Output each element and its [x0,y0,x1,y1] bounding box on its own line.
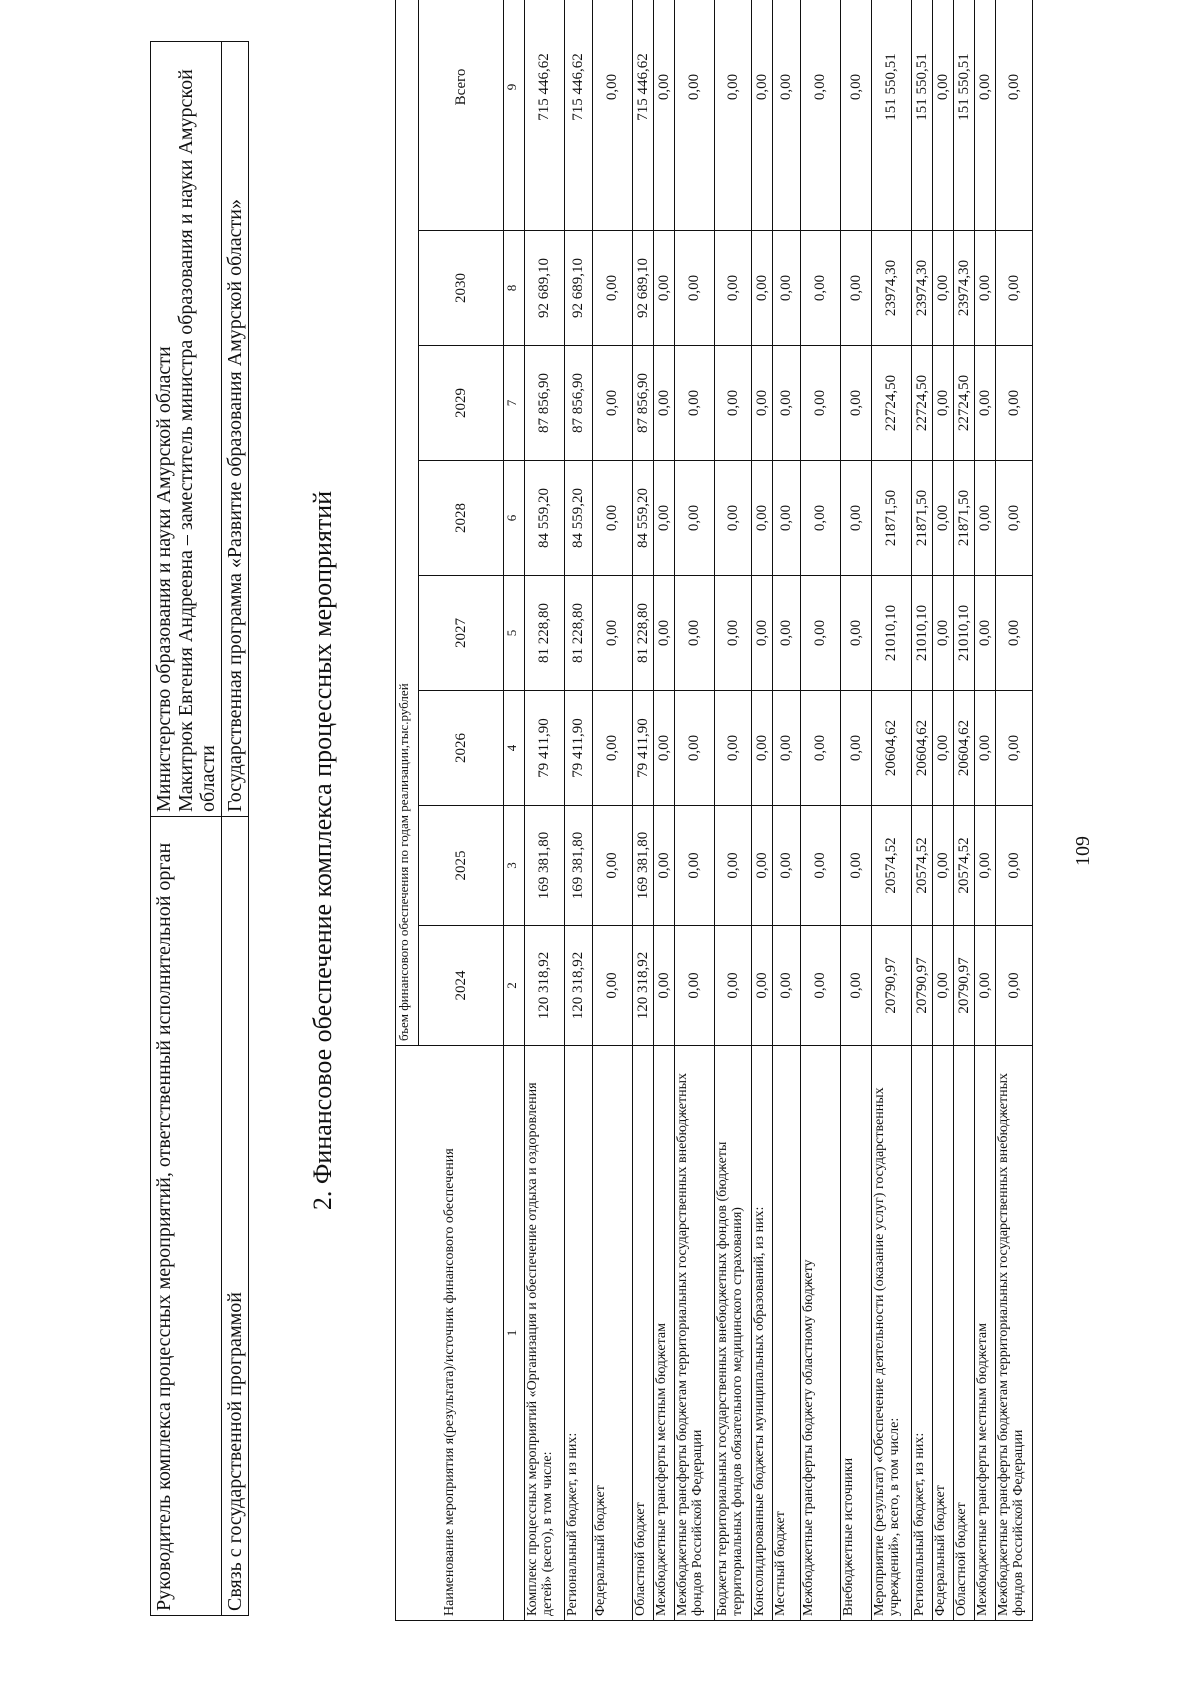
value-cell: 0,00 [715,576,752,691]
row-label: Региональный бюджет, из них: [912,1046,933,1621]
year-header: 2030 [419,231,504,346]
row-label: Областной бюджет [954,1046,975,1621]
value-cell: 0,00 [933,926,954,1046]
value-cell: 0,00 [593,806,633,926]
value-cell: 23974,30 [954,231,975,346]
value-cell: 20604,62 [912,691,933,806]
year-header: 2028 [419,461,504,576]
value-cell: 20790,97 [912,926,933,1046]
value-cell: 0,00 [996,806,1033,926]
info-label-program: Связь с государственной программой [222,817,249,1616]
value-cell: 0,00 [773,0,801,231]
info-label-responsible: Руководитель комплекса процессных мероприятий, ответственный исполнительной орган [151,817,222,1616]
value-cell: 0,00 [841,461,872,576]
value-cell: 0,00 [715,806,752,926]
value-cell: 0,00 [841,346,872,461]
value-cell: 23974,30 [912,231,933,346]
value-cell: 21010,10 [954,576,975,691]
row-label: Федеральный бюджет [593,1046,633,1621]
value-cell: 0,00 [801,806,841,926]
value-cell: 21871,50 [954,461,975,576]
table-row [841,0,872,1621]
value-cell: 20604,62 [872,691,912,806]
value-cell: 0,00 [801,231,841,346]
value-cell: 169 381,80 [633,806,654,926]
row-label: Внебюджетные источники [841,1046,872,1621]
table-row [933,0,954,1621]
value-cell: 0,00 [975,0,996,231]
value-cell: 23974,30 [872,231,912,346]
value-cell: 79 411,90 [565,691,593,806]
value-cell: 0,00 [996,0,1033,231]
value-cell: 92 689,10 [525,231,565,346]
row-label: Межбюджетные трансферты бюджетам территориальных государственных внебюджетных фондов Российской Федерации [675,1046,715,1621]
value-cell: 0,00 [773,231,801,346]
value-cell: 0,00 [773,461,801,576]
value-cell: 0,00 [593,346,633,461]
value-cell: 0,00 [841,0,872,231]
value-cell: 0,00 [593,0,633,231]
value-cell: 0,00 [654,691,675,806]
volume-header: бъем финансового обеспечения по годам реализации,тыс.рублей [396,0,419,1046]
value-cell: 0,00 [593,691,633,806]
value-cell: 0,00 [773,691,801,806]
value-cell: 0,00 [675,806,715,926]
value-cell: 0,00 [675,691,715,806]
value-cell: 151 550,51 [954,0,975,231]
row-label: Межбюджетные трансферты местным бюджетам [654,1046,675,1621]
column-number: 2 [504,926,525,1046]
value-cell: 0,00 [715,691,752,806]
value-cell: 0,00 [975,926,996,1046]
value-cell: 0,00 [675,461,715,576]
value-cell: 0,00 [715,231,752,346]
value-cell: 0,00 [654,576,675,691]
value-cell: 151 550,51 [872,0,912,231]
value-cell: 21010,10 [912,576,933,691]
year-header: 2027 [419,576,504,691]
value-cell: 120 318,92 [633,926,654,1046]
row-label: Мероприятие (результат) «Обеспечение деятельности (оказание услуг) государственных учреждений», всего, в том числе: [872,1046,912,1621]
year-header: 2025 [419,806,504,926]
value-cell: 20574,52 [912,806,933,926]
value-cell: 0,00 [975,461,996,576]
row-label: Бюджеты территориальных государственных внебюджетных фондов (бюджеты территориальных фондов обязательного медицинского страхования) [715,1046,752,1621]
value-cell: 0,00 [654,461,675,576]
value-cell: 0,00 [801,346,841,461]
value-cell: 84 559,20 [525,461,565,576]
value-cell: 87 856,90 [565,346,593,461]
value-cell: 0,00 [675,0,715,231]
value-cell: 0,00 [773,926,801,1046]
value-cell: 0,00 [933,231,954,346]
row-label: Комплекс процессных мероприятий «Организация и обеспечение отдыха и оздоровления детей» (всего), в том числе: [525,1046,565,1621]
table-row [525,0,565,1621]
value-cell: 20604,62 [954,691,975,806]
table-row [975,0,996,1621]
value-cell: 79 411,90 [525,691,565,806]
value-cell: 0,00 [654,0,675,231]
financing-table [395,0,1033,1621]
value-cell: 21871,50 [912,461,933,576]
table-row [954,0,975,1621]
value-cell: 0,00 [593,231,633,346]
table-row [593,0,633,1621]
year-header: 2026 [419,691,504,806]
value-cell: 0,00 [975,576,996,691]
value-cell: 0,00 [841,576,872,691]
info-value-responsible: Министерство образования и науки Амурской области Макитрюк Евгения Андреевна – заместитель министра образования и науки Амурской области [151,42,222,817]
row-label: Межбюджетные трансферты местным бюджетам [975,1046,996,1621]
column-number: 9 [504,0,525,231]
column-number: 4 [504,691,525,806]
year-header: 2024 [419,926,504,1046]
value-cell: 79 411,90 [633,691,654,806]
value-cell: 0,00 [752,346,773,461]
info-row-program [222,42,249,1616]
value-cell: 81 228,80 [633,576,654,691]
value-cell: 0,00 [801,576,841,691]
value-cell: 0,00 [752,461,773,576]
value-cell: 92 689,10 [633,231,654,346]
value-cell: 0,00 [654,346,675,461]
row-label: Областной бюджет [633,1046,654,1621]
value-cell: 0,00 [654,231,675,346]
value-cell: 0,00 [933,806,954,926]
value-cell: 0,00 [841,926,872,1046]
value-cell: 0,00 [752,806,773,926]
value-cell: 0,00 [752,691,773,806]
table-row [675,0,715,1621]
value-cell: 0,00 [933,691,954,806]
value-cell: 84 559,20 [633,461,654,576]
value-cell: 0,00 [715,926,752,1046]
value-cell: 0,00 [801,926,841,1046]
info-row-responsible [151,42,222,1616]
value-cell: 0,00 [996,926,1033,1046]
value-cell: 715 446,62 [565,0,593,231]
value-cell: 715 446,62 [525,0,565,231]
table-row [565,0,593,1621]
value-cell: 20790,97 [872,926,912,1046]
value-cell: 0,00 [996,231,1033,346]
value-cell: 0,00 [654,806,675,926]
value-cell: 0,00 [593,461,633,576]
value-cell: 81 228,80 [565,576,593,691]
table-row [912,0,933,1621]
column-number: 1 [504,1046,525,1621]
value-cell: 84 559,20 [565,461,593,576]
value-cell: 0,00 [752,926,773,1046]
value-cell: 0,00 [996,691,1033,806]
row-label: Региональный бюджет, из них: [565,1046,593,1621]
column-number: 6 [504,461,525,576]
value-cell: 0,00 [752,0,773,231]
row-label: Консолидированные бюджеты муниципальных образований, из них: [752,1046,773,1621]
value-cell: 0,00 [933,346,954,461]
value-cell: 0,00 [975,231,996,346]
value-cell: 0,00 [715,461,752,576]
column-number: 5 [504,576,525,691]
column-number: 3 [504,806,525,926]
table-row [633,0,654,1621]
year-header: Всего [419,0,504,231]
row-label: Межбюджетные трансферты бюджету областному бюджету [801,1046,841,1621]
section-title: 2. Финансовое обеспечение комплекса процессных мероприятий [308,490,337,1211]
value-cell: 92 689,10 [565,231,593,346]
column-number: 8 [504,231,525,346]
row-label: Федеральный бюджет [933,1046,954,1621]
table-row [654,0,675,1621]
value-cell: 0,00 [715,0,752,231]
value-cell: 0,00 [752,231,773,346]
financing-table-body [396,0,1033,1621]
info-table [150,41,249,1616]
value-cell: 0,00 [773,576,801,691]
value-cell: 87 856,90 [525,346,565,461]
value-cell: 87 856,90 [633,346,654,461]
value-cell: 0,00 [841,231,872,346]
value-cell: 20790,97 [954,926,975,1046]
value-cell: 0,00 [675,926,715,1046]
value-cell: 0,00 [675,346,715,461]
row-label: Местный бюджет [773,1046,801,1621]
value-cell: 0,00 [801,461,841,576]
table-row [773,0,801,1621]
value-cell: 120 318,92 [565,926,593,1046]
value-cell: 21010,10 [872,576,912,691]
value-cell: 0,00 [975,806,996,926]
value-cell: 0,00 [933,576,954,691]
year-header: 2029 [419,346,504,461]
value-cell: 120 318,92 [525,926,565,1046]
value-cell: 0,00 [773,346,801,461]
value-cell: 151 550,51 [912,0,933,231]
value-cell: 0,00 [593,926,633,1046]
header-row-col-numbers [504,0,525,1621]
value-cell: 0,00 [996,576,1033,691]
value-cell: 22724,50 [954,346,975,461]
info-value-program: Государственная программа «Развитие образования Амурской области» [222,42,249,817]
table-row [801,0,841,1621]
value-cell: 0,00 [841,691,872,806]
value-cell: 81 228,80 [525,576,565,691]
table-row [872,0,912,1621]
value-cell: 0,00 [675,231,715,346]
value-cell: 0,00 [654,926,675,1046]
value-cell: 0,00 [593,576,633,691]
value-cell: 0,00 [715,346,752,461]
column-number: 7 [504,346,525,461]
value-cell: 22724,50 [912,346,933,461]
value-cell: 0,00 [841,806,872,926]
page-number: 109 [1072,836,1094,866]
value-cell: 0,00 [801,691,841,806]
value-cell: 21871,50 [872,461,912,576]
table-row [715,0,752,1621]
value-cell: 0,00 [933,461,954,576]
value-cell: 20574,52 [872,806,912,926]
value-cell: 0,00 [975,346,996,461]
value-cell: 0,00 [675,576,715,691]
value-cell: 0,00 [773,806,801,926]
value-cell: 0,00 [996,346,1033,461]
value-cell: 169 381,80 [525,806,565,926]
value-cell: 0,00 [752,576,773,691]
value-cell: 0,00 [996,461,1033,576]
row-label: Межбюджетные трансферты бюджетам территориальных государственных внебюджетных фондов Российской Федерации [996,1046,1033,1621]
value-cell: 0,00 [801,0,841,231]
value-cell: 0,00 [933,0,954,231]
value-cell: 22724,50 [872,346,912,461]
col1-header: Наименование мероприятия я(результата)/источник финансового обеспечения [396,1046,504,1621]
table-row [752,0,773,1621]
header-row-volume [396,0,419,1621]
value-cell: 20574,52 [954,806,975,926]
value-cell: 0,00 [975,691,996,806]
table-row [996,0,1033,1621]
value-cell: 169 381,80 [565,806,593,926]
value-cell: 715 446,62 [633,0,654,231]
